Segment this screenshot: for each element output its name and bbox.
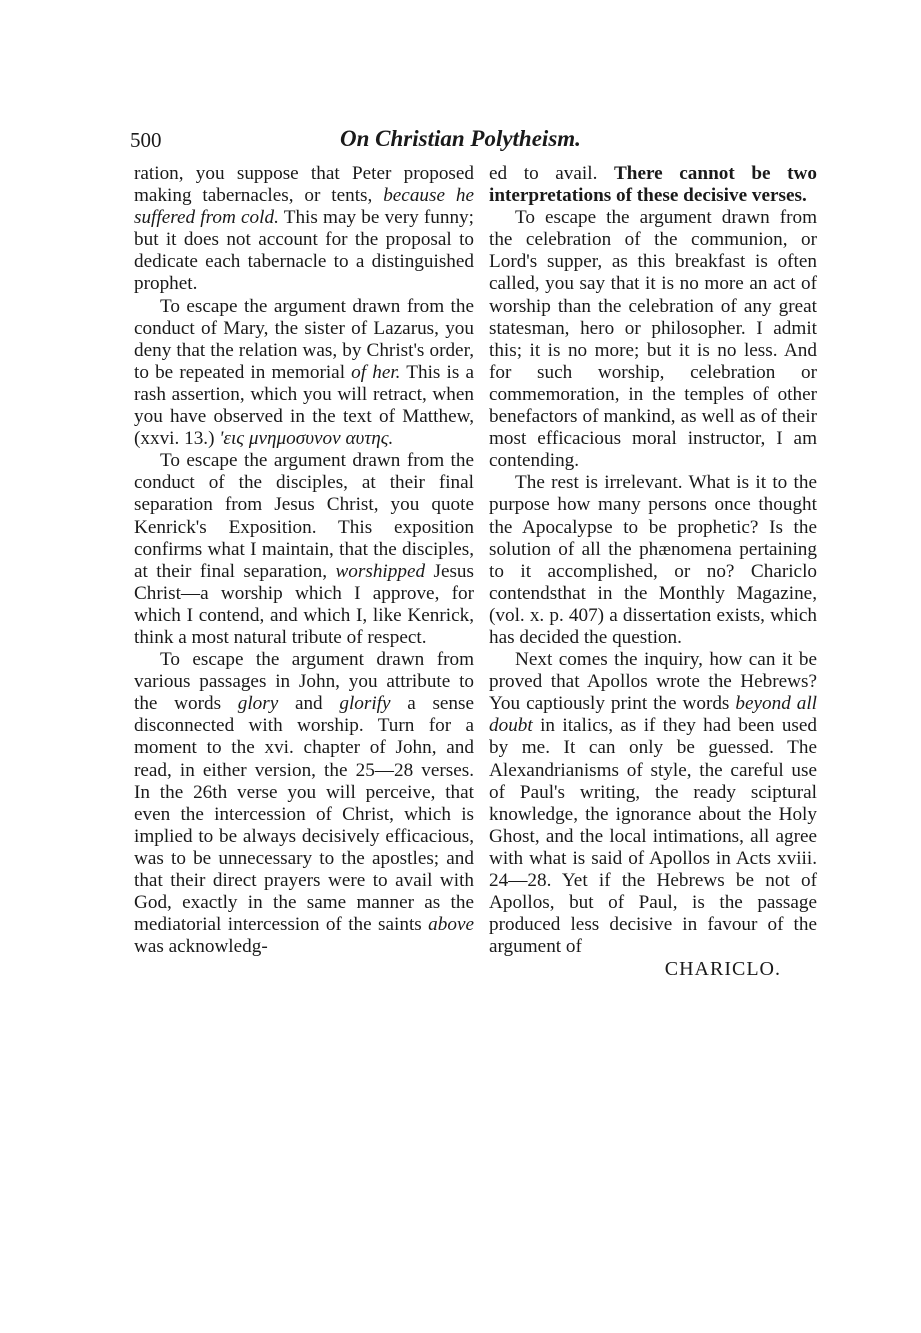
paragraph: ration, you suppose that Peter proposed making tabernacles, or tents, because he suffered from cold. This may be very funny; but it does not account for the proposal to dedicate each tabernacle to a distinguished prophet. — [134, 163, 474, 295]
signature: CHARICLO. — [664, 958, 781, 981]
running-head: On Christian Polytheism. — [340, 126, 581, 151]
right-column — [489, 163, 817, 980]
paragraph: To escape the argument drawn from the conduct of the disciples, at their final separation from Jesus Christ, you quote Kenrick's Exposition. This exposition confirms what I maintain, that the disciples, at their final separation, worshipped Jesus Christ—a worship which I approve, for which I contend, and which I, like Kenrick, think a most natural tribute of respect. — [134, 450, 474, 648]
paragraph: The rest is irrelevant. What is it to the purpose how many persons once thought the Apocalypse to be prophetic? Is the solution of all the phænomena pertaining to it accomplished, or no? Chariclo contendsthat in the Monthly Magazine, (vol. x. p. 407) a dissertation exists, which has decided the question. — [489, 472, 817, 648]
paragraph: To escape the argument drawn from the celebration of the communion, or Lord's supper, as this breakfast is often called, you say that it is no more an act of worship than the celebration of any great statesman, hero or philosopher. I admit this; it is no more; but it is no less. And for such worship, celebration or commemoration, in the temples of other benefactors of mankind, as well as of their most efficacious moral instructor, I am contending. — [489, 207, 817, 472]
left-column — [134, 163, 474, 958]
paragraph: To escape the argument drawn from the conduct of Mary, the sister of Lazarus, you deny that the relation was, by Christ's order, to be repeated in memorial of her. This is a rash assertion, which you will retract, when you have observed in the text of Matthew, (xxvi. 13.) 'εις μνημοσυνον αυτης. — [134, 295, 474, 450]
paragraph: Next comes the inquiry, how can it be proved that Apollos wrote the Hebrews? You captiously print the words beyond all doubt in italics, as if they had been used by me. It can only be guessed. The Alexandrianisms of style, the careful use of Paul's writing, the ready sciptural knowledge, the ignorance about the Holy Ghost, and the local intimations, all agree with what is said of Apollos in Acts xviii. 24—28. Yet if the Hebrews be not of Apollos, but of Paul, is the passage produced less decisive in favour of the argument of — [489, 649, 817, 958]
paragraph: ed to avail. There cannot be two interpretations of these decisive verses. — [489, 163, 818, 207]
paragraph: To escape the argument drawn from various passages in John, you attribute to the words glory and glorify a sense disconnected with worship. Turn for a moment to the xvi. chapter of John, and read, in either version, the 25—28 verses. In the 26th verse you will perceive, that even the intercession of Christ, which is implied to be always decisively efficacious, was to be unnecessary to the apostles; and that their direct prayers were to avail with God, exactly in the same manner as the mediatorial intercession of the saints above was acknowledg- — [134, 649, 474, 958]
page-number: 500 — [130, 128, 162, 152]
greek-quote: 'εις μνημοσυνον αυτης. — [219, 428, 394, 450]
